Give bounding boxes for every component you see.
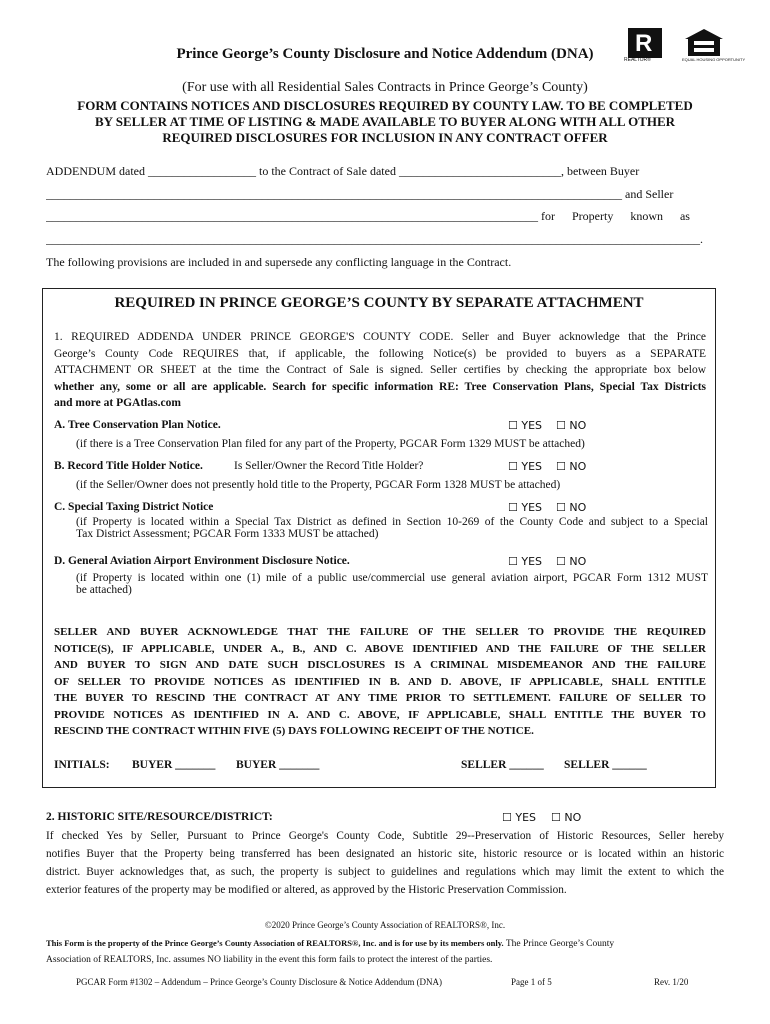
item-b-no-checkbox[interactable]: ☐ NO <box>556 460 587 473</box>
form-notice <box>40 98 730 146</box>
initials-label: INITIALS: <box>54 759 110 771</box>
historic-line: district. Buyer acknowledges that, as such, the property is subject to guidelines and regulations which may limit the extent to which the <box>46 866 724 878</box>
property-notice-bold: This Form is the property of the Prince George’s County Association of REALTORS®, Inc. and is for use by its members only. <box>46 938 504 948</box>
property-notice-rest: The Prince George’s County <box>503 939 615 949</box>
realtor-logo: R <box>628 28 662 58</box>
equal-housing-logo-text: EQUAL HOUSING OPPORTUNITY <box>682 57 746 62</box>
historic-text <box>46 827 724 899</box>
item-d-note-line: be attached) <box>76 584 132 596</box>
seller-name-field[interactable]: __________________________________________________________________________________ <box>46 209 538 223</box>
provisions-text: The following provisions are included in and supersede any conflicting language in the Contract. <box>46 255 512 269</box>
and-seller-label: and Seller <box>625 187 674 201</box>
property-notice-line2: Association of REALTORS, Inc. assumes NO liability in the event this form fails to protect the interest of the parties. <box>46 955 493 965</box>
intro-line: George’s County Code REQUIRES that, if applicable, the following Notice(s) be provided to buyers as a SEPARATE <box>54 347 706 360</box>
ack-line: RESCIND THE CONTRACT WITHIN FIVE (5) DAYS FOLLOWING RECEIPT OF THE NOTICE. <box>54 725 534 737</box>
item-b-yes-checkbox[interactable]: ☐ YES <box>508 460 543 473</box>
intro-line: ATTACHMENT OR SHEET at the time the Contract of Sale is signed. Seller certifies by checking the appropriate box below <box>54 364 706 376</box>
page-title: Prince George’s County Disclosure and Notice Addendum (DNA) <box>176 46 594 62</box>
ack-line: AND BUYER TO SIGN AND DATE SUCH DISCLOSURES IS A CRIMINAL MISDEMEANOR AND THE FAILURE <box>54 659 706 671</box>
item-c-note <box>76 516 708 540</box>
ack-line: THE BUYER TO RESCIND THE CONTRACT AT ANY TIME PRIOR TO SETTLEMENT. FAILURE OF SELLER TO <box>54 692 706 704</box>
item-c-yes-checkbox[interactable]: ☐ YES <box>508 501 543 514</box>
historic-no-checkbox[interactable]: ☐ NO <box>551 811 582 824</box>
item-b-label: B. Record Title Holder Notice. <box>54 460 203 472</box>
item-d-no-checkbox[interactable]: ☐ NO <box>556 555 587 568</box>
item-c-no-checkbox[interactable]: ☐ NO <box>556 501 587 514</box>
buyer-name-field[interactable]: ________________________________________________________________________________________________ <box>46 187 622 201</box>
between-buyer-label: between Buyer <box>566 164 640 178</box>
intro-line: whether any, some or all are applicable. Search for specific information RE: Tree Conservation Plans, Special Tax Districts <box>54 380 706 393</box>
buyer-initials-1-field[interactable]: BUYER _______ <box>132 759 216 771</box>
page-number: Page 1 of 5 <box>511 977 552 987</box>
addendum-line-2 <box>46 187 724 202</box>
property-notice <box>46 935 726 968</box>
buyer-initials-2-field[interactable]: BUYER _______ <box>236 759 320 771</box>
property-known-label: for Property known as <box>541 209 690 223</box>
contract-date-field[interactable]: ___________________________, <box>398 164 564 178</box>
form-notice-line: REQUIRED DISCLOSURES FOR INCLUSION IN ANY CONTRACT OFFER <box>162 130 608 145</box>
historic-line: exterior features of the property may be modified or altered, as approved by the Historic Preservation Commission. <box>46 884 567 896</box>
seller-initials-2-field[interactable]: SELLER ______ <box>564 759 647 771</box>
item-d-yes-checkbox[interactable]: ☐ YES <box>508 555 543 568</box>
intro-line: 1. REQUIRED ADDENDA UNDER PRINCE GEORGE'S COUNTY CODE. Seller and Buyer acknowledge that the Prince <box>54 331 706 343</box>
addendum-dated-label: ADDENDUM dated <box>46 164 145 178</box>
item-c-note-line: Tax District Assessment; PGCAR Form 1333 MUST be attached) <box>76 528 379 540</box>
item-c-note-line: (if Property is located within a Special Tax District as defined in Section 10-269 of the County Code and subject to a Special <box>76 516 708 528</box>
item-d-note <box>76 572 708 596</box>
copyright-text: ©2020 Prince George’s County Association of REALTORS®, Inc. <box>264 920 506 930</box>
ack-line: OF SELLER TO PROVIDE NOTICES AS IDENTIFIED IN B. AND D. ABOVE, IF APPLICABLE, SHALL ENTITLE <box>54 675 706 688</box>
item-d-note-line: (if Property is located within one (1) mile of a public use/commercial use general aviation airport, PGCAR Form 1312 MUST <box>76 572 708 584</box>
item-c-label: C. Special Taxing District Notice <box>54 501 214 513</box>
realtor-logo-text: REALTOR® <box>624 57 651 63</box>
form-notice-line: BY SELLER AT TIME OF LISTING & MADE AVAILABLE TO BUYER ALONG WITH ALL OTHER <box>94 114 676 129</box>
historic-label: 2. HISTORIC SITE/RESOURCE/DISTRICT: <box>46 811 273 823</box>
historic-line: If checked Yes by Seller, Pursuant to Prince George's County Code, Subtitle 29--Preservation of Historic Resources, Seller hereby <box>46 830 724 842</box>
item-b-question: Is Seller/Owner the Record Title Holder? <box>234 460 424 472</box>
page-subtitle: (For use with all Residential Sales Contracts in Prince George’s County) <box>182 80 588 95</box>
item-a-no-checkbox[interactable]: ☐ NO <box>556 419 587 432</box>
item-a-yes-checkbox[interactable]: ☐ YES <box>508 419 543 432</box>
property-address-field[interactable]: _____________________________________________________________________________________________________________. <box>46 232 703 246</box>
contract-dated-label: to the Contract of Sale dated <box>258 164 396 178</box>
seller-initials-1-field[interactable]: SELLER ______ <box>461 759 544 771</box>
required-section-title: REQUIRED IN PRINCE GEORGE’S COUNTY BY SEPARATE ATTACHMENT <box>114 295 644 311</box>
revision: Rev. 1/20 <box>654 977 689 987</box>
item-a-note: (if there is a Tree Conservation Plan filed for any part of the Property, PGCAR Form 1329 MUST be attached) <box>76 438 585 450</box>
addendum-line-1 <box>46 164 724 179</box>
ack-line: NOTICE(S), IF APPLICABLE, UNDER A., B., AND C. ABOVE IDENTIFIED AND THE FAILURE OF THE SELLER <box>54 642 706 655</box>
addendum-date-field[interactable]: __________________ <box>147 164 256 178</box>
acknowledgement-text <box>54 624 706 740</box>
ack-line: SELLER AND BUYER ACKNOWLEDGE THAT THE FAILURE OF THE SELLER TO PROVIDE THE REQUIRED <box>54 626 706 638</box>
historic-line: notifies Buyer that the Property being transferred has been designated an historic site, historic resource or is located within an historic <box>46 848 724 860</box>
item-b-note: (if the Seller/Owner does not presently hold title to the Property, PGCAR Form 1328 MUST be attached) <box>76 479 561 491</box>
addendum-line-3 <box>46 209 724 224</box>
historic-yes-checkbox[interactable]: ☐ YES <box>502 811 537 824</box>
item-a-label: A. Tree Conservation Plan Notice. <box>54 419 221 431</box>
equal-housing-logo-icon <box>682 28 726 58</box>
item-d-label: D. General Aviation Airport Environment Disclosure Notice. <box>54 555 350 567</box>
form-notice-line: FORM CONTAINS NOTICES AND DISCLOSURES REQUIRED BY COUNTY LAW. TO BE COMPLETED <box>77 98 693 113</box>
form-id: PGCAR Form #1302 – Addendum – Prince George’s County Disclosure & Notice Addendum (DNA) <box>76 977 443 987</box>
required-intro <box>54 329 706 412</box>
ack-line: PROVIDE NOTICES AS IDENTIFIED IN A. AND C. ABOVE, IF APPLICABLE, SHALL ENTITLE THE BUYER TO <box>54 708 706 721</box>
intro-line: and more at PGAtlas.com <box>54 397 181 409</box>
